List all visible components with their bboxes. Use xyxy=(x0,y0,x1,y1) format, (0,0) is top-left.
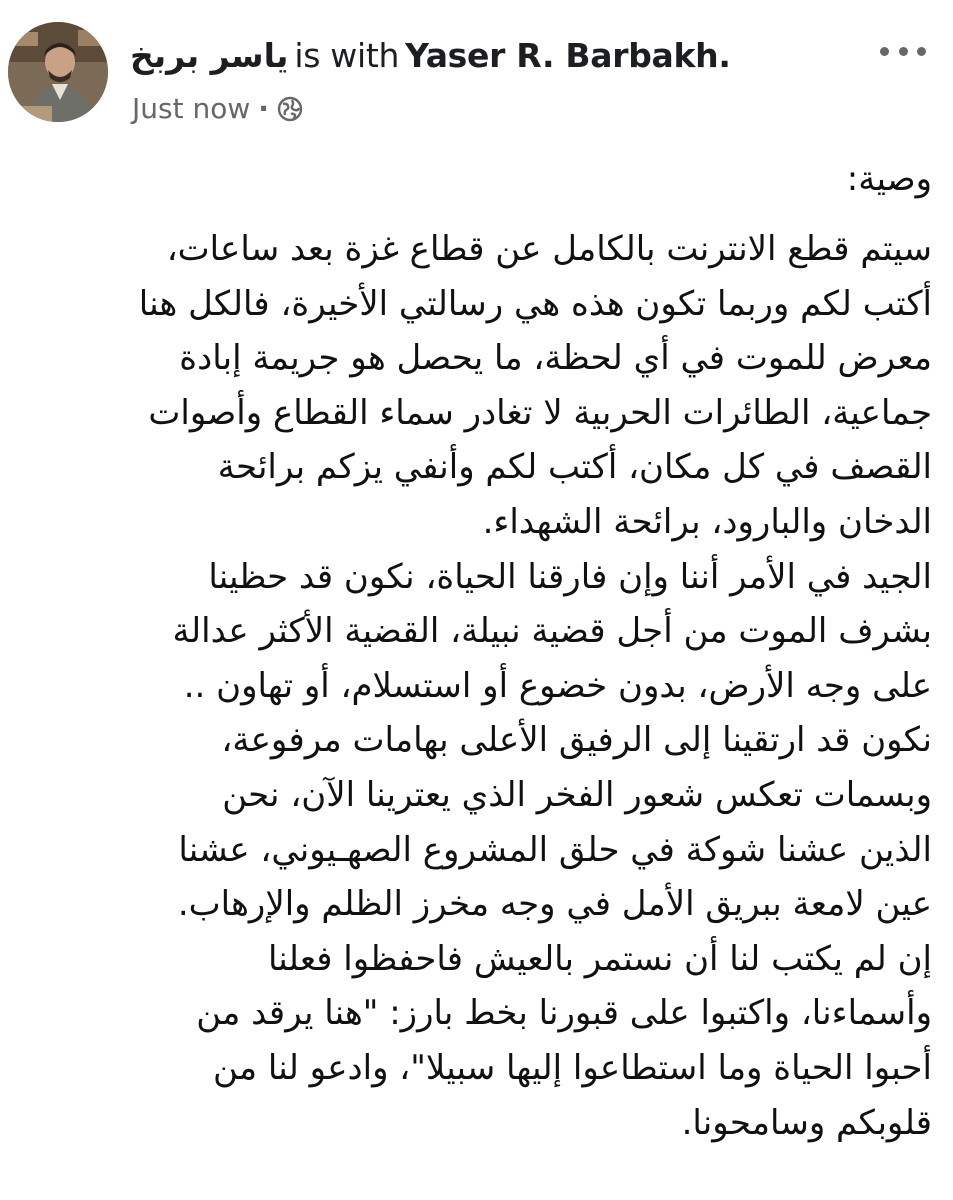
post-text-line: عين لامعة ببريق الأمل في وجه مخرز الظلم والإرهاب. xyxy=(177,884,932,925)
more-horizontal-icon xyxy=(880,47,889,56)
more-options-button[interactable] xyxy=(880,36,926,66)
post-text-line: وبسمات تعكس شعور الفخر الذي يعترينا الآن، نحن xyxy=(222,774,932,815)
post-text-line: أكتب لكم وربما تكون هذه هي رسالتي الأخيرة، فالكل هنا xyxy=(138,283,932,324)
globe-icon[interactable] xyxy=(277,96,303,122)
post-header xyxy=(0,0,953,150)
post-text-line: إن لم يكتب لنا أن نستمر بالعيش فاحفظوا فعلنا xyxy=(267,938,932,979)
post-text-line: سيتم قطع الانترنت بالكامل عن قطاع غزة بعد ساعات، xyxy=(166,229,932,269)
post-text-line: على وجه الأرض، بدون خضوع أو استسلام، أو تهاون .. xyxy=(183,665,932,706)
post-text-line: معرض للموت في أي لحظة، ما يحصل هو جريمة إبادة xyxy=(179,338,932,379)
tagged-name[interactable]: Yaser R. Barbakh. xyxy=(405,36,731,75)
more-horizontal-icon xyxy=(899,47,908,56)
post-timestamp[interactable]: Just now xyxy=(132,92,251,125)
post-body xyxy=(14,152,932,1150)
post-text-line: قلوبكم وسامحونا. xyxy=(681,1102,932,1143)
post-text-line: أحبوا الحياة وما استطاعوا إليها سبيلا"، وادعو لنا من xyxy=(212,1047,932,1088)
post-text-line: الذين عشنا شوكة في حلق المشروع الصهـيوني، عشنا xyxy=(178,829,932,870)
post-text-line: القصف في كل مكان، أكتب لكم وأنفي يزكم برائحة xyxy=(217,447,932,488)
author-connector: is with xyxy=(294,36,400,75)
post-author-line xyxy=(130,36,731,75)
post-text-line: وأسماءنا، واكتبوا على قبورنا بخط بارز: "هنا يرقد من xyxy=(196,993,932,1034)
author-name[interactable]: ياسر بربخ xyxy=(130,36,289,75)
post-meta xyxy=(132,92,303,125)
meta-separator: · xyxy=(258,92,269,125)
post-text-line: نكون قد ارتقينا إلى الرفيق الأعلى بهامات مرفوعة، xyxy=(221,720,932,761)
avatar[interactable] xyxy=(8,22,108,122)
post-heading: وصية: xyxy=(846,159,932,199)
post-text-line: بشرف الموت من أجل قضية نبيلة، القضية الأكثر عدالة xyxy=(172,611,932,652)
post-text-line: جماعية، الطائرات الحربية لا تغادر سماء القطاع وأصوات xyxy=(148,392,932,433)
post-text-line: الجيد في الأمر أننا وإن فارقنا الحياة، نكون قد حظينا xyxy=(208,556,932,597)
more-horizontal-icon xyxy=(917,47,926,56)
post-text-line: الدخان والبارود، برائحة الشهداء. xyxy=(482,501,932,542)
post-text xyxy=(14,222,932,1150)
